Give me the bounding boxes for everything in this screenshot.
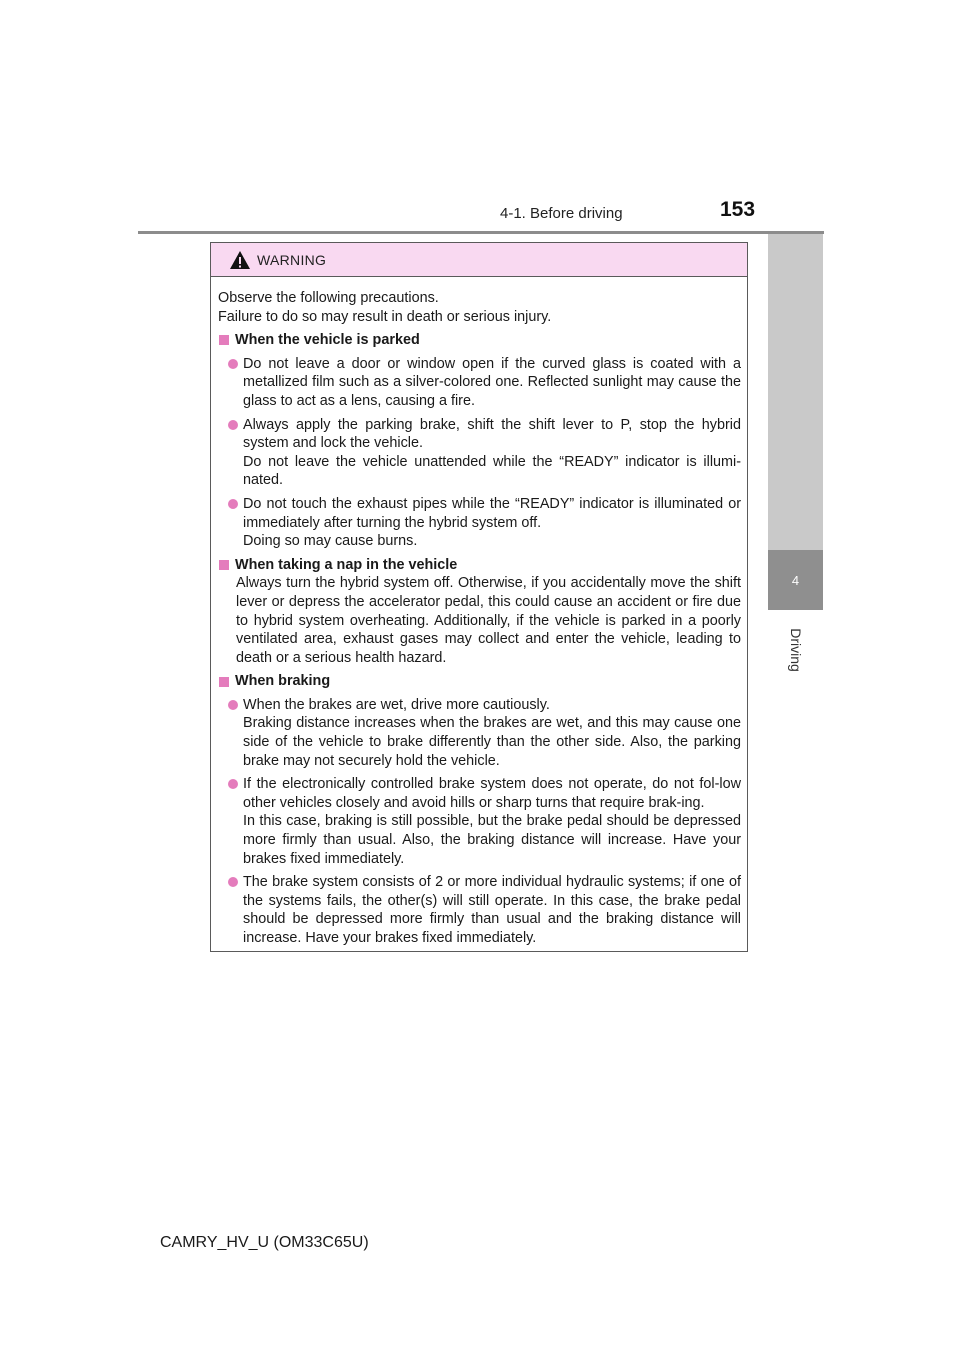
warning-header xyxy=(211,243,747,277)
circle-bullet-icon xyxy=(228,359,238,369)
list-item xyxy=(218,495,741,551)
section-title: 4-1. Before driving xyxy=(500,205,623,222)
square-bullet-icon xyxy=(219,335,229,345)
chapter-label xyxy=(776,620,816,680)
header-divider xyxy=(138,231,824,234)
bullet-text: The brake system consists of 2 or more individual hydraulic systems; if one of the systems fails, the other(s) will still operate. In this case, the brake pedal should be depressed more firmly than usual and the braking distance will increase. Have your brakes fixed immediately. xyxy=(243,874,741,946)
list-item xyxy=(218,355,741,411)
section-title-nap: When taking a nap in the vehicle xyxy=(218,556,741,575)
warning-body xyxy=(211,277,747,948)
square-bullet-icon xyxy=(219,560,229,570)
list-item xyxy=(218,873,741,947)
circle-bullet-icon xyxy=(228,779,238,789)
section-nap xyxy=(218,556,741,668)
circle-bullet-icon xyxy=(228,877,238,887)
intro-line: Failure to do so may result in death or serious injury. xyxy=(218,308,552,325)
bullet-text: Do not leave a door or window open if the curved glass is coated with a metallized film such as a silver-colored one. Reflected sunlight may cause the glass to act as a lens, causing a fire. xyxy=(243,355,741,409)
section-body-nap xyxy=(218,574,741,667)
bullet-text: Do not touch the exhaust pipes while the “READY” indicator is illuminated or immediately after turning the hybrid system off. xyxy=(243,495,741,531)
warning-triangle-icon xyxy=(229,250,251,270)
list-item xyxy=(218,775,741,868)
chapter-number: 4 xyxy=(791,572,800,588)
bullet-text: Do not leave the vehicle unattended while the “READY” indicator is illumi-nated. xyxy=(243,453,741,489)
section-parked xyxy=(218,331,741,551)
section-title-parked: When the vehicle is parked xyxy=(218,331,741,350)
chapter-label-text: Driving xyxy=(788,628,805,672)
warning-intro xyxy=(218,289,741,326)
intro-line: Observe the following precautions. xyxy=(218,290,439,306)
warning-box xyxy=(210,242,748,952)
section-text: Always turn the hybrid system off. Otherwise, if you accidentally move the shift lever or depress the accelerator pedal, this could cause an accident or fire due to hybrid system overheating. Additionally, if the vehicle is parked in a poorly ventilated area, exhaust gases may collect and enter the vehicle, leading to death or a serious health hazard. xyxy=(236,575,741,666)
list-item xyxy=(218,416,741,490)
model-code-footer: CAMRY_HV_U (OM33C65U) xyxy=(160,1234,369,1251)
square-bullet-icon xyxy=(219,677,229,687)
bullet-text: In this case, braking is still possible, but the brake pedal should be depressed more firmly than usual. Also, the braking distance will increase. Have your brakes fixed immediately. xyxy=(243,813,741,867)
bullet-text: Doing so may cause burns. xyxy=(243,533,418,550)
circle-bullet-icon xyxy=(228,700,238,710)
section-title-braking: When braking xyxy=(218,672,741,691)
circle-bullet-icon xyxy=(228,420,238,430)
bullet-text: Braking distance increases when the brakes are wet, and this may cause one side of the vehicle to brake differently than the other side. Also, the parking brake may not securely hold the vehicle. xyxy=(243,715,741,769)
side-tab-bar xyxy=(768,234,823,550)
bullet-text: If the electronically controlled brake system does not operate, do not fol-low other vehicles closely and avoid hills or sharp turns that require brak-ing. xyxy=(243,776,741,811)
bullet-text: When the brakes are wet, drive more cautiously. xyxy=(243,696,550,713)
section-braking xyxy=(218,672,741,947)
chapter-tab xyxy=(768,550,823,610)
list-item xyxy=(218,696,741,770)
bullet-text: Always apply the parking brake, shift the shift lever to P, stop the hybrid system and lock the vehicle. xyxy=(243,416,741,452)
circle-bullet-icon xyxy=(228,499,238,509)
warning-title: WARNING xyxy=(257,251,327,268)
page-number: 153 xyxy=(720,198,756,221)
